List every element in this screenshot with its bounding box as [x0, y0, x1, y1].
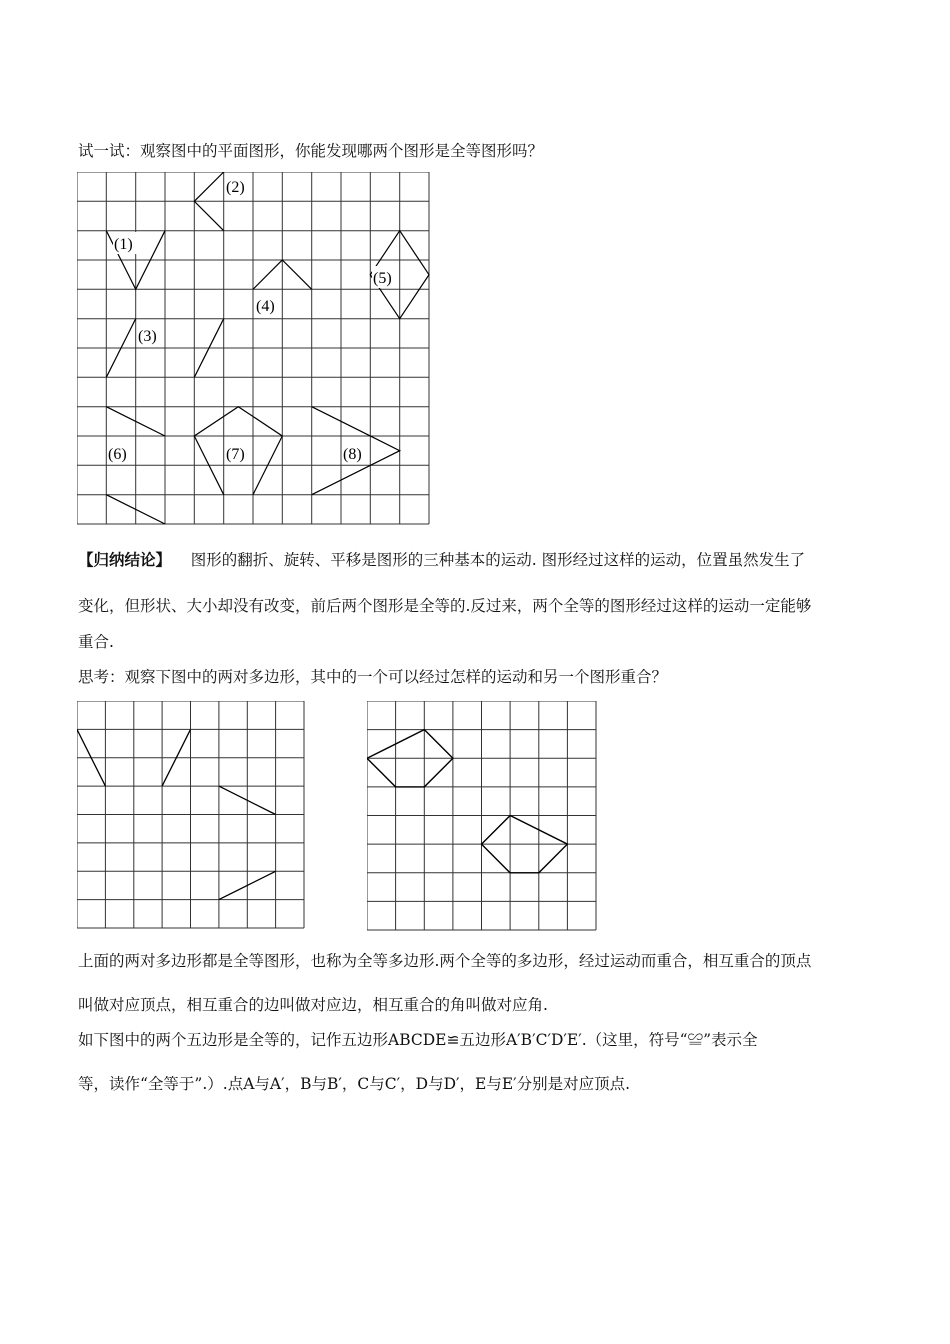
try-prompt: 试一试：观察图中的平面图形，你能发现哪两个图形是全等图形吗？	[78, 142, 544, 160]
figure-label-4: (4)	[256, 298, 275, 315]
explanation-line-2: 叫做对应顶点，相互重合的边叫做对应边，相互重合的角叫做对应角.	[78, 996, 548, 1014]
explanation-line-3: 如下图中的两个五边形是全等的，记作五边形ABCDE≌五边形A′B′C′D′E′.（这里，符号“≌”表示全	[78, 1031, 758, 1049]
figure-label-8: (8)	[343, 446, 362, 463]
explanation-line-4: 等，读作“全等于”.）.点A与A′，B与B′，C与C′，D与D′，E与E′分别是对应顶点.	[78, 1075, 631, 1093]
figure-grid-2-svg	[77, 701, 307, 931]
figure-grid-3	[367, 701, 599, 933]
figure-label-6: (6)	[108, 446, 127, 463]
figure-label-7: (7)	[226, 446, 245, 463]
explanation-line-1: 上面的两对多边形都是全等图形，也称为全等多边形.两个全等的多边形，经过运动而重合，相互重合的顶点	[78, 952, 812, 970]
conclusion-text-1: 图形的翻折、旋转、平移是图形的三种基本的运动. 图形经过这样的运动，位置虽然发生了	[190, 551, 806, 569]
figure-label-3: (3)	[138, 328, 157, 345]
figure-label-5: (5)	[373, 270, 392, 287]
figure-label-1: (1)	[114, 236, 133, 253]
conclusion-line-2: 变化，但形状、大小却没有改变，前后两个图形是全等的.反过来，两个全等的图形经过这样的运动一定能够	[78, 597, 812, 615]
figure-label-2: (2)	[226, 179, 245, 196]
conclusion-line-3: 重合.	[78, 633, 114, 651]
figure-grid-3-svg	[367, 701, 599, 933]
conclusion-line-1	[78, 550, 805, 570]
figure-grid-1-svg	[77, 172, 431, 526]
figure-grid-2	[77, 701, 307, 931]
figure-grid-1	[77, 172, 431, 526]
conclusion-heading: 【归纳结论】	[78, 550, 172, 569]
think-prompt: 思考：观察下图中的两对多边形，其中的一个可以经过怎样的运动和另一个图形重合？	[78, 668, 668, 686]
